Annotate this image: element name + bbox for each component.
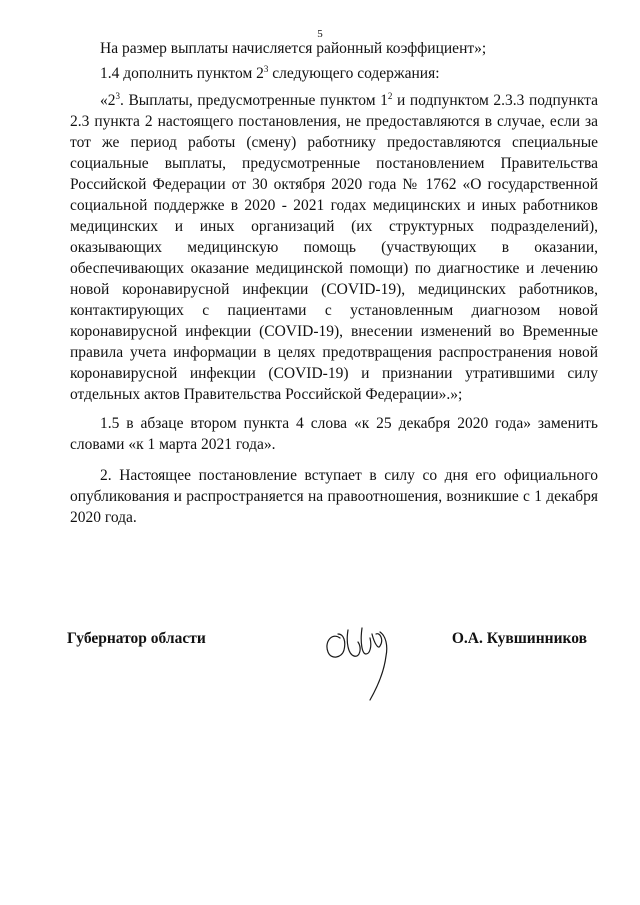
paragraph-addition-text-start: 1.4 дополнить пунктом 2 [100, 65, 264, 82]
paragraph-addition-superscript: 3 [263, 63, 269, 74]
page-number: 5 [317, 28, 323, 40]
clause-text-1: . Выплаты, предусмотренные пунктом 1 [120, 92, 388, 109]
clause-superscript-1: 3 [115, 90, 120, 101]
paragraph-deadline-change [70, 413, 598, 455]
clause-superscript-2: 2 [387, 90, 393, 101]
clause-open: «2 [100, 92, 116, 109]
signer-name: О.А. Кувшинников [451, 630, 587, 647]
clause-text-2: и подпунктом 2.3.3 подпункта 2.3 пункта 2 настоящего постановления, не предоставляются в случае, если за тот же период работы (смену) работнику предоставляются специальные социальные выплаты, предусмотренные постановлением Правительства Российской Федерации от 30 октября 2020 года № 1762 «О государственной социальной поддержке в 2020 - 2021 годах медицинских и иных работников медицинских и иных организаций (их структурных подразделений), оказывающих медицинскую помощь (участвующих в оказании, обеспечивающих оказание медицинской помощи) по диагностике и лечению новой коронавирусной инфекции (COVID-19), медицинских работников, контактирующих с пациентами с установленным диагнозом новой коронавирусной инфекции (COVID-19), внесении изменений во Временные правила учета информации в целях предотвращения распространения новой коронавирусной инфекции (COVID-19) и признании утратившими силу отдельных актов Правительства Российской Федерации».»; [70, 92, 598, 403]
paragraph-addition-text-end: следующего содержания: [268, 65, 440, 82]
document-body [70, 38, 598, 528]
paragraph-effective-date [70, 465, 598, 528]
signature-block [67, 630, 587, 660]
paragraph-coefficient [100, 38, 598, 59]
paragraph-coefficient-text: На размер выплаты начисляется районный коэффициент»; [100, 40, 487, 57]
paragraph-addition [100, 63, 598, 84]
paragraph-deadline-change-text: 1.5 в абзаце втором пункта 4 слова «к 25 декабря 2020 года» заменить словами «к 1 марта 2021 года». [70, 415, 598, 453]
signer-position: Губернатор области [67, 630, 206, 647]
paragraph-new-clause [70, 90, 598, 405]
paragraph-effective-date-text: 2. Настоящее постановление вступает в силу со дня его официального опубликования и распространяется на правоотношения, возникшие с 1 декабря 2020 года. [70, 467, 598, 526]
